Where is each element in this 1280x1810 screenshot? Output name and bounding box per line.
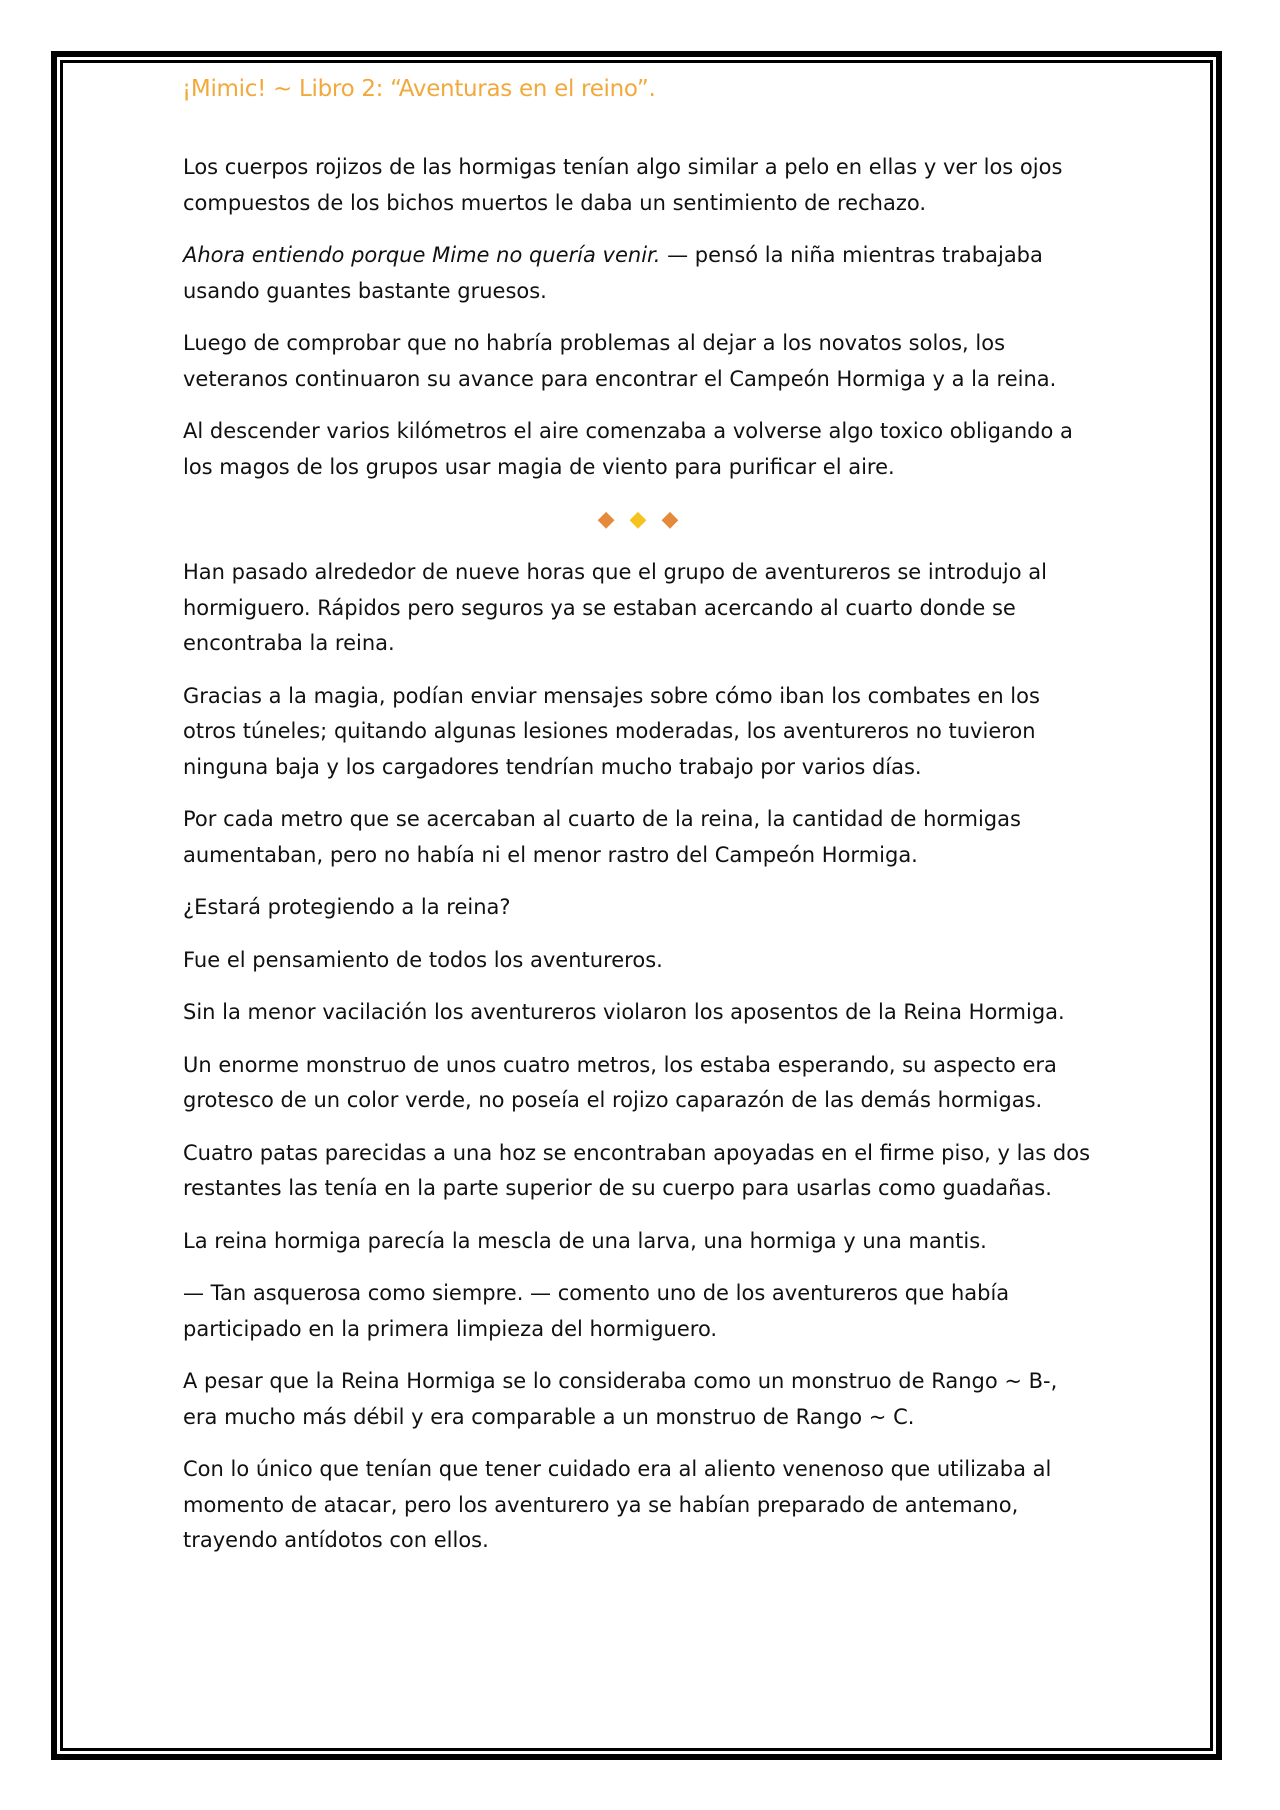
paragraph: A pesar que la Reina Hormiga se lo consideraba como un monstruo de Rango ~ B-, era mucho más débil y era comparable a un monstruo de Rango ~ C.	[183, 1369, 1058, 1429]
paragraph-thought	[183, 238, 1093, 309]
paragraph: Al descender varios kilómetros el aire comenzaba a volverse algo toxico obligando a los magos de los grupos usar magia de viento para purificar el aire.	[183, 419, 1073, 479]
paragraph: La reina hormiga parecía la mescla de una larva, una hormiga y una mantis.	[183, 1228, 987, 1253]
thought-italic: Ahora entiendo porque Mime no quería venir.	[183, 243, 661, 267]
paragraph: Luego de comprobar que no habría problemas al dejar a los novatos solos, los veteranos continuaron su avance para encontrar el Campeón Hormiga y a la reina.	[183, 331, 1057, 391]
paragraph: Por cada metro que se acercaban al cuarto de la reina, la cantidad de hormigas aumentaban, pero no había ni el menor rastro del Campeón Hormiga.	[183, 807, 1021, 867]
scene-separator	[183, 502, 1093, 538]
diamond-icon: ◆	[629, 507, 647, 532]
diamond-icon: ◆	[661, 507, 679, 532]
diamond-icon: ◆	[597, 507, 615, 532]
paragraph-dialogue: — Tan asquerosa como siempre. — comento uno de los aventureros que había participado en la primera limpieza del hormiguero.	[183, 1281, 1010, 1341]
paragraph: Un enorme monstruo de unos cuatro metros, los estaba esperando, su aspecto era grotesco de un color verde, no poseía el rojizo caparazón de las demás hormigas.	[183, 1052, 1057, 1112]
paragraph: Sin la menor vacilación los aventureros violaron los aposentos de la Reina Hormiga.	[183, 1000, 1065, 1024]
thought-rest: — pensó la niña mientras trabajaba usando guantes bastante gruesos.	[183, 243, 1043, 303]
paragraph: ¿Estará protegiendo a la reina?	[183, 895, 511, 919]
paragraph: Cuatro patas parecidas a una hoz se encontraban apoyadas en el firme piso, y las dos restantes las tenía en la parte superior de su cuerpo para usarlas como guadañas.	[183, 1140, 1091, 1200]
paragraph: Con lo único que tenían que tener cuidado era al aliento venenoso que utilizaba al momento de atacar, pero los aventurero ya se habían preparado de antemano, trayendo antídotos con ellos.	[183, 1457, 1052, 1552]
book-header: ¡Mimic! ~ Libro 2: “Aventuras en el reino”.	[182, 76, 656, 102]
body-text	[183, 150, 1093, 1576]
paragraph: Fue el pensamiento de todos los aventureros.	[183, 947, 663, 972]
paragraph: Los cuerpos rojizos de las hormigas tenían algo similar a pelo en ellas y ver los ojos compuestos de los bichos muertos le daba un sentimiento de rechazo.	[183, 155, 1063, 215]
paragraph: Han pasado alrededor de nueve horas que el grupo de aventureros se introdujo al hormiguero. Rápidos pero seguros ya se estaban acercando al cuarto donde se encontraba la reina.	[183, 560, 1047, 655]
paragraph: Gracias a la magia, podían enviar mensajes sobre cómo iban los combates en los otros túneles; quitando algunas lesiones moderadas, los aventureros no tuvieron ninguna baja y los cargadores tendrían mucho trabajo por varios días.	[183, 683, 1040, 779]
